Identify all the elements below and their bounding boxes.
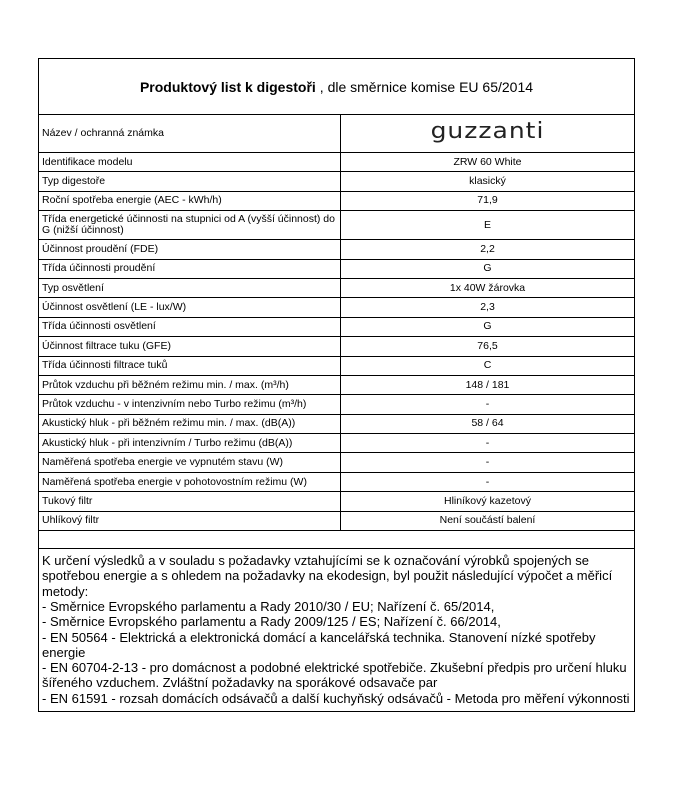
row-label: Třída účinnosti osvětlení (39, 317, 341, 336)
sheet-title (39, 59, 634, 115)
row-value: 1x 40W žárovka (341, 278, 635, 297)
table-row (39, 153, 634, 172)
row-label: Naměřená spotřeba energie ve vypnutém stavu (W) (39, 453, 341, 472)
row-label: Naměřená spotřeba energie v pohotovostním režimu (W) (39, 472, 341, 491)
note-intro: K určení výsledků a v souladu s požadavky vztahujícími se k označování výrobků spojených se spotřebou energie a s ohledem na požadavky na ekodesign, byl použit následující výpočet a měřicí metody: (42, 553, 613, 599)
table-row (39, 511, 634, 530)
guzzanti-logo: guzzanti (430, 117, 545, 144)
row-label: Tukový filtr (39, 492, 341, 511)
row-label: Účinnost proudění (FDE) (39, 240, 341, 259)
note-item: - EN 61591 - rozsah domácích odsávačů a další kuchyňský odsávačů - Metoda pro měření výkonnosti (42, 690, 630, 706)
table-row (39, 172, 634, 191)
row-label: Třída účinnosti proudění (39, 259, 341, 278)
table-row (39, 278, 634, 297)
note-item: - EN 50564 - Elektrická a elektronická domácí a kancelářská technika. Stanovení nízké spotřeby energie (42, 629, 596, 660)
blank-row (39, 531, 634, 549)
row-label: Účinnost filtrace tuku (GFE) (39, 337, 341, 356)
row-value: 76,5 (341, 337, 635, 356)
row-value: Hliníkový kazetový (341, 492, 635, 511)
row-label: Akustický hluk - při běžném režimu min. / max. (dB(A)) (39, 414, 341, 433)
row-label: Typ osvětlení (39, 278, 341, 297)
table-row (39, 191, 634, 210)
table-row (39, 375, 634, 394)
row-value: ZRW 60 White (341, 153, 635, 172)
table-row (39, 259, 634, 278)
table-row (39, 453, 634, 472)
row-value: 2,3 (341, 298, 635, 317)
row-label: Třída energetické účinnosti na stupnici od A (vyšší účinnost) do G (nižší účinnost) (39, 211, 341, 240)
table-row (39, 395, 634, 414)
row-value: - (341, 395, 635, 414)
row-value: 71,9 (341, 191, 635, 210)
brand-label: Název / ochranná známka (39, 115, 341, 153)
title-bold: Produktový list k digestoři (139, 78, 316, 95)
row-value: - (341, 434, 635, 453)
row-value: 58 / 64 (341, 414, 635, 433)
table-row (39, 434, 634, 453)
row-label: Průtok vzduchu - v intenzivním nebo Turbo režimu (m³/h) (39, 395, 341, 414)
methods-note (39, 549, 634, 711)
spec-table (39, 115, 634, 531)
table-row (39, 356, 634, 375)
table-row (39, 317, 634, 336)
row-label: Identifikace modelu (39, 153, 341, 172)
row-label: Třída účinnosti filtrace tuků (39, 356, 341, 375)
table-row (39, 211, 634, 240)
row-value: Není součástí balení (341, 511, 635, 530)
row-value: - (341, 453, 635, 472)
row-value: klasický (341, 172, 635, 191)
row-label: Uhlíkový filtr (39, 511, 341, 530)
row-value: E (341, 211, 635, 240)
row-value: C (341, 356, 635, 375)
table-row-brand (39, 115, 634, 153)
table-row (39, 298, 634, 317)
table-row (39, 492, 634, 511)
row-label: Roční spotřeba energie (AEC - kWh/h) (39, 191, 341, 210)
row-label: Účinnost osvětlení (LE - lux/W) (39, 298, 341, 317)
note-item: - EN 60704-2-13 - pro domácnost a podobné elektrické spotřebiče. Zkušební předpis pro určení hluku šířeného vzduchem. Zvláštní požadavky na sporákové odsavače par (42, 660, 627, 691)
table-row (39, 414, 634, 433)
table-row (39, 337, 634, 356)
table-row (39, 472, 634, 491)
brand-logo-cell (341, 115, 635, 153)
row-value: G (341, 317, 635, 336)
row-value: 148 / 181 (341, 375, 635, 394)
note-item: - Směrnice Evropského parlamentu a Rady 2009/125 / ES; Nařízení č. 66/2014, (42, 614, 501, 630)
row-label: Akustický hluk - při intenzivním / Turbo režimu (dB(A)) (39, 434, 341, 453)
title-rest: , dle směrnice komise EU 65/2014 (319, 78, 534, 95)
row-value: G (341, 259, 635, 278)
row-label: Typ digestoře (39, 172, 341, 191)
row-value: 2,2 (341, 240, 635, 259)
product-sheet (38, 58, 635, 712)
row-value: - (341, 472, 635, 491)
table-row (39, 240, 634, 259)
row-label: Průtok vzduchu při běžném režimu min. / max. (m³/h) (39, 375, 341, 394)
note-item: - Směrnice Evropského parlamentu a Rady 2010/30 / EU; Nařízení č. 65/2014, (42, 598, 495, 614)
